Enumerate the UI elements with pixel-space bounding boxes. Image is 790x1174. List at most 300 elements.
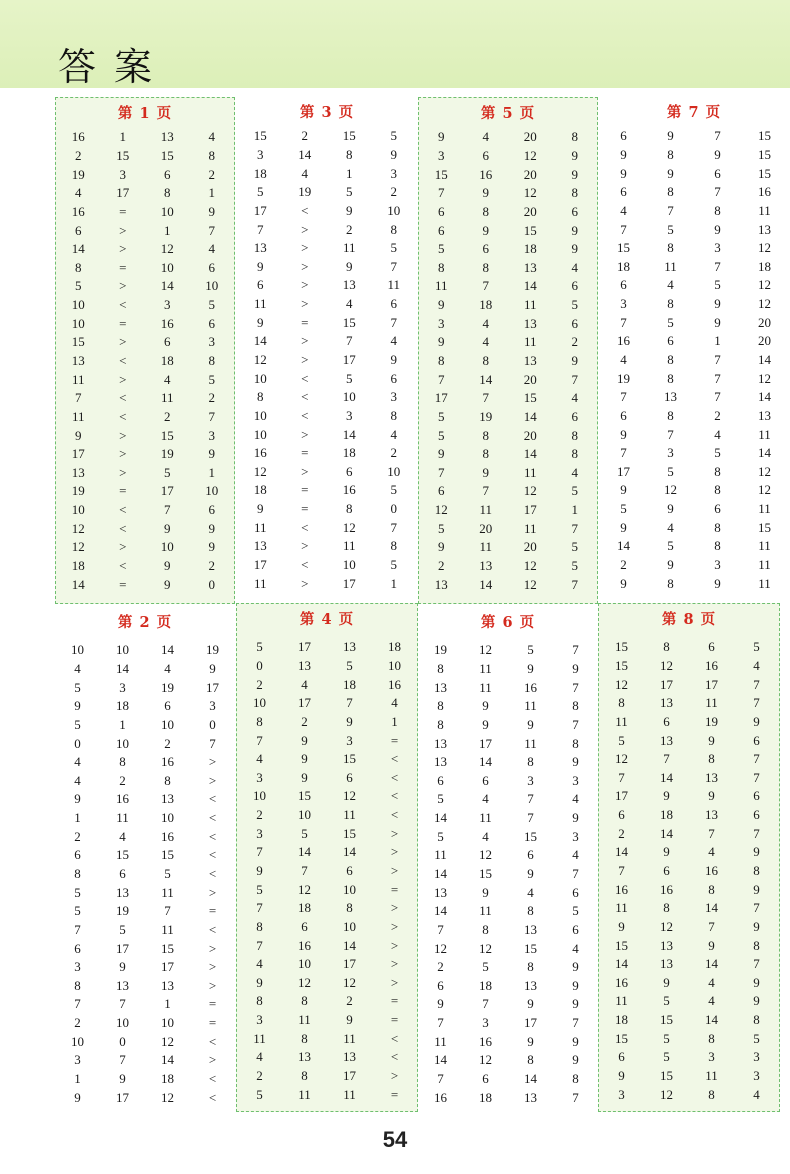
answer-cell: 9 [572,996,579,1012]
answer-cell: 12 [660,1086,673,1102]
answer-cell: 8 [346,146,353,162]
answer-cell: < [208,810,217,826]
answer-cell: 7 [708,825,715,841]
answer-cell: 9 [346,1012,353,1028]
answer-cell: 3 [708,1049,715,1065]
answer-cell: 15 [758,146,771,162]
answer-cell: 15 [615,657,628,673]
answer-row [418,921,598,940]
panel-title: 第 6 页 [480,614,536,631]
answer-cell: 6 [753,732,760,748]
answer-cell: 5 [437,791,444,807]
answer-cell: 17 [524,1015,537,1031]
answer-cell: = [390,1012,399,1028]
answer-cell: 14 [71,576,85,592]
answer-cell: 11 [524,735,537,751]
answer-row [237,843,417,862]
answer-row [418,827,598,846]
answer-cell: 18 [298,900,311,916]
answer-cell: 8 [482,446,489,462]
answer-cell: 20 [523,371,537,387]
answer-cell: 12 [161,1089,174,1105]
answer-cell: 5 [74,679,81,695]
answer-cell: 14 [615,844,628,860]
answer-cell: 8 [571,129,578,145]
answer-cell: 7 [572,1015,579,1031]
answer-cell: 6 [714,501,721,517]
answer-cell: 18 [479,297,493,313]
answer-cell: 9 [256,974,263,990]
answer-row [56,147,234,166]
answer-cell: 9 [208,203,215,219]
answer-cell: 8 [753,863,760,878]
answer-cell: 5 [714,445,721,461]
answer-cell: 5 [119,921,126,937]
answer-cell: 9 [667,557,674,573]
answer-cell: > [119,278,127,294]
answer-cell: 14 [660,769,673,785]
answer-cell: > [208,977,217,993]
answer-cell: 12 [758,240,771,256]
answer-row [55,678,235,697]
answer-row [419,519,597,538]
answer-cell: 16 [479,166,493,182]
answer-row [419,165,597,184]
answer-cell: 11 [342,538,356,554]
answer-cell: 11 [434,278,448,294]
answer-row [237,675,417,694]
answer-cell: 17 [434,390,448,406]
answer-row [419,184,597,203]
answer-cell: 13 [161,791,174,807]
answer-cell: 18 [253,482,267,498]
answer-cell: 5 [572,903,579,919]
answer-cell: 8 [667,575,674,591]
answer-row [600,481,788,500]
answer-cell: 9 [620,146,627,162]
answer-cell: 9 [618,1068,625,1084]
panel-title: 第 8 页 [661,611,717,628]
answer-cell: 0 [74,735,81,751]
answer-cell: 10 [387,202,401,218]
answer-cell: 6 [119,866,126,881]
answer-cell: < [301,519,309,535]
answer-row [238,183,416,202]
answer-row [419,352,597,371]
answer-grid [418,641,598,1107]
answer-cell: 5 [571,539,578,555]
answer-row [600,257,788,276]
answer-row [418,846,598,865]
answer-cell: 3 [74,959,81,975]
answer-cell: 4 [208,129,215,145]
answer-row [600,444,788,463]
answer-cell: 19 [116,903,129,919]
answer-cell: > [301,426,309,442]
answer-cell: 11 [253,519,267,535]
answer-cell: 8 [438,353,445,368]
answer-cell: 4 [527,884,534,900]
answer-row [600,332,788,351]
answer-cell: 3 [256,1012,263,1028]
answer-cell: < [119,353,127,368]
answer-cell: 14 [523,446,537,462]
answer-row [419,277,597,296]
answer-cell: 2 [390,184,397,200]
answer-row [56,203,234,222]
answer-cell: 13 [523,315,537,331]
answer-cell: < [119,390,127,406]
answer-cell: 11 [758,557,771,573]
answer-cell: 5 [667,538,674,554]
answer-cell: 3 [119,166,126,182]
answer-row [600,164,788,183]
answer-cell: 19 [479,408,493,424]
answer-cell: 11 [479,502,493,518]
answer-cell: 9 [620,575,627,591]
answer-cell: 7 [527,810,534,826]
answer-cell: 9 [75,427,82,443]
answer-cell: 14 [71,241,85,257]
answer-cell: 0 [390,501,397,517]
answer-cell: < [390,1049,399,1065]
answer-cell: 9 [753,974,760,990]
answer-cell: 11 [758,501,771,517]
answer-cell: 16 [161,828,174,844]
answer-cell: 12 [758,463,771,479]
answer-cell: 9 [571,353,578,368]
answer-cell: 9 [753,918,760,934]
answer-cell: 18 [116,698,129,714]
answer-cell: 6 [164,698,171,714]
answer-cell: 9 [482,716,489,732]
answer-row [418,1088,598,1107]
answer-cell: 6 [708,639,715,655]
answer-cell: 6 [572,921,579,937]
answer-cell: 17 [116,185,130,201]
answer-cell: 11 [523,520,537,536]
answer-cell: 9 [571,222,578,238]
answer-cell: 9 [209,660,216,676]
answer-row [55,1070,235,1089]
answer-cell: 4 [75,185,82,201]
answer-cell: 8 [164,772,171,788]
answer-cell: > [301,277,309,293]
answer-cell: 4 [256,1049,263,1065]
answer-cell: = [390,881,399,897]
answer-cell: 5 [571,297,578,313]
answer-cell: 3 [620,296,627,312]
answer-row [237,1067,417,1086]
answer-cell: 12 [479,1052,492,1068]
answer-row [238,164,416,183]
answer-row [418,883,598,902]
answer-cell: 11 [253,575,267,591]
answer-cell: 9 [714,314,721,330]
answer-cell: 7 [437,1015,444,1031]
answer-cell: 5 [74,884,81,900]
answer-row [56,426,234,445]
answer-cell: 0 [119,1033,126,1049]
answer-row [56,501,234,520]
answer-cell: 12 [523,147,537,163]
answer-cell: 3 [346,407,353,423]
answer-cell: 4 [571,390,578,406]
answer-cell: 9 [119,1071,126,1087]
answer-cell: 7 [753,751,760,767]
answer-cell: 12 [160,241,174,257]
answer-cell: 16 [388,676,401,692]
answer-cell: 11 [705,1068,718,1084]
answer-row [237,955,417,974]
answer-cell: 15 [758,519,771,535]
answer-cell: 4 [74,754,81,770]
answer-grid [56,128,234,594]
answer-cell: 9 [571,147,578,163]
answer-cell: 10 [342,557,356,573]
answer-row [237,880,417,899]
answer-cell: 1 [390,575,397,591]
answer-cell: 12 [758,370,771,386]
answer-cell: 3 [438,147,445,163]
answer-cell: 3 [346,732,353,748]
answer-cell: 14 [758,445,771,461]
answer-cell: 1 [714,333,721,349]
answer-cell: 3 [74,1052,81,1068]
answer-row [55,958,235,977]
answer-cell: 9 [571,241,578,257]
answer-cell: 20 [523,129,537,145]
answer-cell: 2 [714,407,721,423]
answer-cell: 8 [346,501,353,517]
answer-cell: 3 [208,334,215,350]
answer-cell: 17 [342,352,356,367]
answer-cell: 7 [571,371,578,387]
answer-cell: 9 [571,166,578,182]
answer-cell: 18 [479,977,492,993]
answer-cell: 15 [116,147,130,163]
answer-cell: 6 [571,278,578,294]
answer-cell: 19 [298,184,312,200]
answer-cell: 19 [705,713,718,729]
answer-cell: > [301,258,309,274]
answer-cell: 15 [660,1012,673,1028]
answer-cell: 15 [160,427,174,443]
answer-cell: 12 [253,352,267,367]
answer-cell: 8 [257,389,264,405]
answer-cell: 12 [479,847,492,863]
answer-row [238,537,416,556]
answer-cell: 8 [708,1086,715,1102]
answer-cell: 16 [705,863,718,878]
answer-cell: 1 [74,810,81,826]
answer-cell: 7 [482,278,489,294]
answer-row [419,464,597,483]
answer-cell: 5 [208,297,215,313]
answer-row [237,1029,417,1048]
answer-cell: 8 [571,185,578,201]
answer-cell: 14 [524,1071,537,1087]
answer-cell: 13 [523,353,537,368]
answer-cell: 9 [663,974,670,990]
answer-row [419,501,597,520]
answer-row [237,824,417,843]
answer-cell: 8 [208,147,215,163]
answer-cell: 8 [572,1071,579,1087]
answer-row [56,519,234,538]
answer-cell: 4 [708,993,715,1009]
answer-cell: 14 [434,866,447,881]
answer-cell: 14 [758,389,771,405]
answer-cell: 12 [615,751,628,767]
answer-cell: 6 [437,772,444,788]
answer-cell: 6 [620,128,627,144]
answer-cell: 5 [74,903,81,919]
answer-row [56,408,234,427]
answer-cell: 9 [572,1052,579,1068]
answer-row [56,296,234,315]
answer-cell: 16 [161,754,174,770]
answer-cell: 7 [437,921,444,937]
answer-cell: 6 [257,277,264,293]
answer-cell: 7 [663,751,670,767]
answer-cell: 9 [753,993,760,1009]
panel-title: 第 5 页 [480,105,536,122]
answer-cell: 7 [390,258,397,274]
answer-panel [598,603,780,1112]
answer-cell: 7 [74,921,81,937]
answer-row [600,388,788,407]
answer-cell: 9 [620,519,627,535]
answer-cell: 3 [753,1068,760,1084]
answer-cell: = [119,315,127,331]
answer-cell: 4 [714,426,721,442]
answer-cell: 2 [390,445,397,461]
answer-cell: 19 [161,679,174,695]
answer-cell: > [301,221,309,237]
answer-cell: 11 [664,258,677,274]
answer-cell: 8 [708,1030,715,1046]
answer-row [599,918,779,937]
answer-cell: 13 [298,657,311,673]
answer-cell: 3 [256,825,263,841]
answer-cell: 12 [298,974,311,990]
answer-cell: 6 [620,277,627,293]
answer-cell: 8 [527,959,534,975]
answer-cell: 4 [390,333,397,349]
answer-cell: < [301,370,309,386]
answer-cell: 4 [572,791,579,807]
answer-row [238,574,416,593]
answer-cell: 4 [753,1086,760,1102]
answer-cell: 7 [482,996,489,1012]
answer-cell: 9 [527,866,534,881]
answer-cell: 6 [482,772,489,788]
answer-row [599,694,779,713]
answer-cell: < [208,866,217,881]
answer-row [418,790,598,809]
answer-cell: 9 [714,296,721,312]
answer-row [55,995,235,1014]
answer-cell: 7 [753,769,760,785]
answer-cell: 4 [301,676,308,692]
answer-row [55,771,235,790]
answer-row [599,1011,779,1030]
answer-cell: 20 [758,314,771,330]
answer-cell: 11 [758,538,771,554]
answer-cell: 18 [479,1089,492,1105]
answer-row [599,992,779,1011]
answer-cell: 2 [74,828,81,844]
answer-row [600,239,788,258]
answer-cell: 9 [620,482,627,498]
answer-cell: 6 [571,315,578,331]
answer-row [600,369,788,388]
answer-row [237,768,417,787]
answer-cell: 6 [437,977,444,993]
answer-row [600,556,788,575]
answer-cell: 4 [482,315,489,331]
answer-cell: 4 [256,956,263,972]
answer-cell: 11 [434,1033,447,1049]
answer-cell: 15 [524,828,537,844]
answer-row [418,660,598,679]
answer-cell: 8 [208,353,215,368]
answer-row [418,753,598,772]
answer-cell: 3 [618,1086,625,1102]
answer-cell: 8 [667,240,674,256]
answer-cell: 13 [660,937,673,953]
answer-cell: 14 [523,408,537,424]
answer-row [55,753,235,772]
answer-row [599,1048,779,1067]
answer-cell: 5 [438,408,445,424]
answer-cell: 8 [667,146,674,162]
answer-cell: 15 [660,1068,673,1084]
answer-cell: 7 [753,956,760,972]
answer-cell: 8 [301,1030,308,1046]
answer-panel [418,607,598,1112]
answer-row [418,734,598,753]
answer-cell: 5 [667,463,674,479]
answer-cell: < [208,791,217,807]
answer-row [55,883,235,902]
answer-row [56,165,234,184]
answer-row [237,992,417,1011]
answer-row [56,221,234,240]
answer-cell: 20 [758,333,771,349]
answer-row [56,389,234,408]
answer-cell: 18 [253,165,267,181]
answer-cell: 17 [116,940,129,956]
answer-row [238,500,416,519]
answer-cell: 8 [482,259,489,275]
answer-row [237,750,417,769]
answer-cell: 5 [667,221,674,237]
answer-cell: 8 [618,695,625,711]
answer-row [238,295,416,314]
answer-cell: 6 [438,483,445,499]
answer-cell: 9 [438,129,445,145]
answer-grid [600,127,788,593]
answer-cell: 9 [256,863,263,878]
answer-cell: < [119,520,127,536]
answer-cell: 3 [209,698,216,714]
answer-row [599,824,779,843]
answer-row [599,955,779,974]
answer-cell: 8 [256,918,263,934]
answer-cell: 5 [256,881,263,897]
